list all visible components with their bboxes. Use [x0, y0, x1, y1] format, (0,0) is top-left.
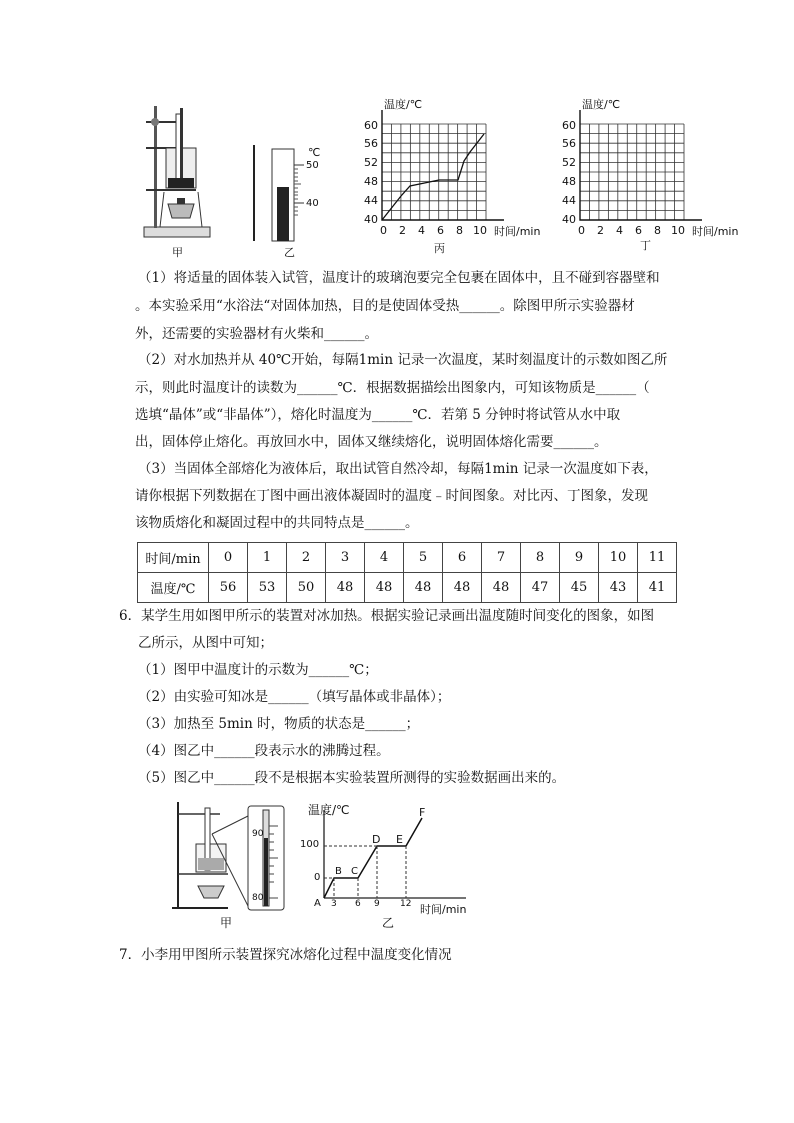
thermometer-tick-50: 50: [306, 160, 319, 171]
ding-ytick-56: 56: [562, 137, 576, 150]
ding-ytick-40: 40: [562, 213, 576, 226]
figure6-jia-apparatus: [168, 798, 288, 933]
bing-xtick-8: 8: [456, 224, 463, 237]
bing-xtick-4: 4: [418, 224, 425, 237]
figure6-yi-graph: [300, 798, 476, 933]
q6-sub1: （1）图甲中温度计的示数为______℃；: [138, 662, 378, 678]
q5-part1-line1: （1）将适量的固体装入试管，温度计的玻璃泡要完全包裹在固体中，且不碰到容器壁和: [138, 270, 660, 286]
fig6-xtick-9: 9: [374, 899, 380, 909]
q6-sub5: （5）图乙中______段不是根据本实验装置所测得的实验数据画出来的。: [138, 770, 566, 786]
table-cell: 1: [248, 543, 287, 573]
table-cell: 7: [482, 543, 521, 573]
bing-ytick-44: 44: [364, 194, 378, 207]
bing-ytick-56: 56: [364, 137, 378, 150]
q5-part3-line3: 该物质熔化和凝固过程中的共同特点是______。: [135, 515, 419, 531]
figure-ding-graph: [552, 96, 742, 256]
table-row-temp: [138, 573, 677, 603]
bing-ytick-40: 40: [364, 213, 378, 226]
fig6-xtick-6: 6: [355, 899, 361, 909]
q5-part1-line2: 。本实验采用“水浴法“对固体加热，目的是使固体受热______。除图甲所示实验器材: [135, 298, 635, 314]
q6-stem-line1: 6．某学生用如图甲所示的装置对冰加热。根据实验记录画出温度随时间变化的图象，如图: [119, 608, 655, 624]
table-cell: 5: [404, 543, 443, 573]
table-cell: 53: [248, 573, 287, 603]
fig6-xtick-12: 12: [400, 899, 412, 909]
fig6-ytick-0: 0: [314, 872, 321, 883]
ding-xtick-6: 6: [635, 224, 642, 237]
ding-ytick-60: 60: [562, 119, 576, 132]
q5-part2-line4: 出，固体停止熔化。再放回水中，固体又继续熔化，说明固体熔化需要______。: [135, 434, 608, 450]
fig6-point-A: A: [314, 898, 321, 909]
table-cell: 8: [521, 543, 560, 573]
table-cell: 11: [638, 543, 677, 573]
thermometer-tick-40: 40: [306, 198, 319, 209]
q6-sub2: （2）由实验可知冰是______（填写晶体或非晶体）；: [138, 689, 451, 705]
figure-yi-thermometer: [248, 143, 328, 259]
bing-xtick-2: 2: [399, 224, 406, 237]
ding-ytick-44: 44: [562, 194, 576, 207]
ding-xtick-4: 4: [616, 224, 623, 237]
table-cell: 56: [209, 573, 248, 603]
table-row-time: [138, 543, 677, 573]
q6-sub4: （4）图乙中______段表示水的沸腾过程。: [138, 743, 390, 759]
fig6-caption-jia: 甲: [220, 916, 233, 930]
figure-bing-graph: [354, 96, 544, 256]
fig6-point-B: B: [335, 866, 342, 877]
caption-bing: 丙: [434, 242, 445, 255]
thermometer-unit: ℃: [308, 146, 321, 159]
cooling-data-table: [137, 542, 677, 603]
table-cell: 3: [326, 543, 365, 573]
bing-ylabel: 温度/℃: [384, 98, 423, 111]
ding-ytick-52: 52: [562, 156, 576, 169]
q5-part2-line3: 选填“晶体”或“非晶体”），熔化时温度为______℃．若第 5 分钟时将试管从水中取: [135, 407, 621, 423]
table-cell: 41: [638, 573, 677, 603]
bing-xtick-6: 6: [437, 224, 444, 237]
table-cell: 50: [287, 573, 326, 603]
fig6-point-E: E: [396, 833, 403, 846]
caption-jia: 甲: [172, 246, 183, 259]
fig6-thermo-tick-90: 90: [252, 829, 264, 839]
table-cell: 48: [404, 573, 443, 603]
ding-xtick-0: 0: [578, 224, 585, 237]
q5-part3-line1: （3）当固体全部熔化为液体后，取出试管自然冷却，每隔1min 记录一次温度如下表，: [138, 461, 658, 477]
table-cell: 48: [326, 573, 365, 603]
caption-yi: 乙: [284, 246, 295, 259]
table-cell: 48: [443, 573, 482, 603]
q5-part3-line2: 请你根据下列数据在丁图中画出液体凝固时的温度﹣时间图象。对比丙、丁图象，发现: [135, 488, 648, 504]
q5-part2-line1: （2）对水加热并从 40℃开始，每隔1min 记录一次温度，某时刻温度计的示数如图乙所: [138, 352, 668, 368]
bing-xlabel: 时间/min: [494, 225, 541, 238]
fig6-point-F: F: [419, 806, 426, 819]
bing-ytick-52: 52: [364, 156, 378, 169]
table-cell: 6: [443, 543, 482, 573]
q6-sub3: （3）加热至 5min 时，物质的状态是______；: [138, 716, 420, 732]
table-cell: 0: [209, 543, 248, 573]
figure-jia-apparatus: [138, 100, 216, 259]
fig6-thermo-tick-80: 80: [252, 893, 264, 903]
q5-part2-line2: 示，则此时温度计的读数为______℃．根据数据描绘出图象内，可知该物质是______（: [135, 380, 650, 396]
ding-xtick-8: 8: [654, 224, 661, 237]
ding-xlabel: 时间/min: [692, 225, 739, 238]
q5-part1-line3: 外，还需要的实验器材有火柴和______。: [135, 326, 378, 342]
fig6-ytick-100: 100: [300, 839, 320, 850]
fig6-caption-yi: 乙: [382, 916, 395, 930]
bing-ytick-48: 48: [364, 175, 378, 188]
table-cell: 47: [521, 573, 560, 603]
table-cell: 48: [482, 573, 521, 603]
table-cell: 43: [599, 573, 638, 603]
q7-stem: 7．小李用甲图所示装置探究冰熔化过程中温度变化情况: [119, 947, 452, 963]
bing-ytick-60: 60: [364, 119, 378, 132]
ding-xtick-2: 2: [597, 224, 604, 237]
table-row-label: 温度/℃: [138, 573, 209, 603]
fig6-xtick-3: 3: [331, 899, 337, 909]
fig6-ylabel: 温度/℃: [308, 803, 350, 817]
q6-stem-line2: 乙所示，从图中可知；: [138, 635, 273, 651]
table-cell: 10: [599, 543, 638, 573]
bing-xtick-0: 0: [380, 224, 387, 237]
table-cell: 48: [365, 573, 404, 603]
caption-ding: 丁: [640, 239, 651, 252]
table-cell: 9: [560, 543, 599, 573]
table-cell: 2: [287, 543, 326, 573]
table-cell: 4: [365, 543, 404, 573]
fig6-xlabel: 时间/min: [420, 903, 467, 916]
fig6-point-D: D: [372, 833, 381, 846]
ding-ytick-48: 48: [562, 175, 576, 188]
table-row-label: 时间/min: [138, 543, 209, 573]
table-cell: 45: [560, 573, 599, 603]
ding-ylabel: 温度/℃: [582, 98, 621, 111]
bing-xtick-10: 10: [473, 224, 487, 237]
ding-xtick-10: 10: [671, 224, 685, 237]
fig6-point-C: C: [351, 866, 358, 877]
